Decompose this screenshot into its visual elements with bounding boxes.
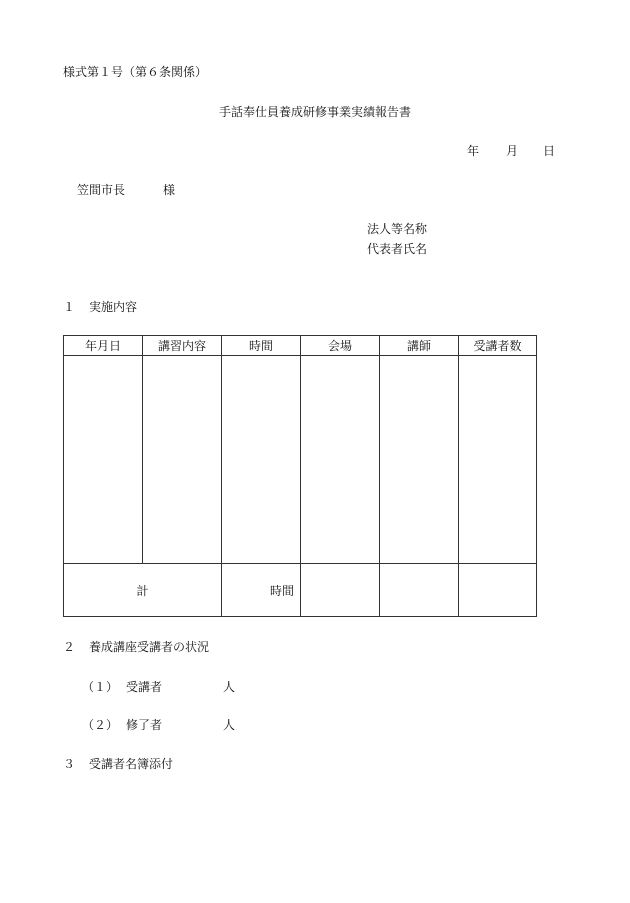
item-number: （２） [82, 718, 119, 732]
section3-title: 受講者名簿添付 [89, 757, 174, 771]
column-header-date: 年月日 [64, 336, 143, 356]
org-name-label: 法人等名称 [367, 222, 428, 236]
section2-heading [63, 640, 209, 654]
implementation-table [63, 335, 537, 617]
table-body-row [64, 356, 537, 564]
item-number: （１） [82, 680, 119, 694]
representative-name-label: 代表者氏名 [367, 242, 428, 256]
total-instructor-cell [380, 564, 459, 617]
section1-title: 実施内容 [89, 300, 138, 314]
column-header-venue: 会場 [301, 336, 380, 356]
section3-number: ３ [63, 757, 76, 771]
section1-heading [63, 300, 137, 314]
date-cell [64, 356, 143, 564]
item-unit: 人 [223, 718, 236, 732]
column-header-attendees: 受講者数 [459, 336, 537, 356]
addressee-honorific: 様 [163, 183, 176, 197]
document-title: 手話奉仕員養成研修事業実績報告書 [218, 105, 411, 119]
date-year-label: 年 [467, 144, 480, 158]
section2-number: ２ [63, 640, 76, 654]
form-number: 様式第１号（第６条関係） [63, 65, 208, 79]
attendees-cell [459, 356, 537, 564]
addressee-name: 笠間市長 [77, 183, 126, 197]
item-label: 修了者 [126, 718, 163, 732]
total-venue-cell [301, 564, 380, 617]
venue-cell [301, 356, 380, 564]
column-header-instructor: 講師 [380, 336, 459, 356]
column-header-content: 講習内容 [143, 336, 222, 356]
date-day-label: 日 [543, 144, 556, 158]
total-attendees-cell [459, 564, 537, 617]
item-label: 受講者 [126, 680, 163, 694]
content-cell [143, 356, 222, 564]
section3-heading [63, 757, 173, 771]
section2-title: 養成講座受講者の状況 [89, 640, 210, 654]
time-cell [222, 356, 301, 564]
completers-item [82, 718, 235, 732]
table-total-row [64, 564, 537, 617]
attendees-item [82, 680, 235, 694]
date-month-label: 月 [506, 144, 519, 158]
table-header-row [64, 336, 537, 356]
column-header-time: 時間 [222, 336, 301, 356]
section1-number: １ [63, 300, 76, 314]
total-label: 計 [64, 564, 222, 617]
item-unit: 人 [223, 680, 236, 694]
total-hours-cell: 時間 [222, 564, 301, 617]
instructor-cell [380, 356, 459, 564]
